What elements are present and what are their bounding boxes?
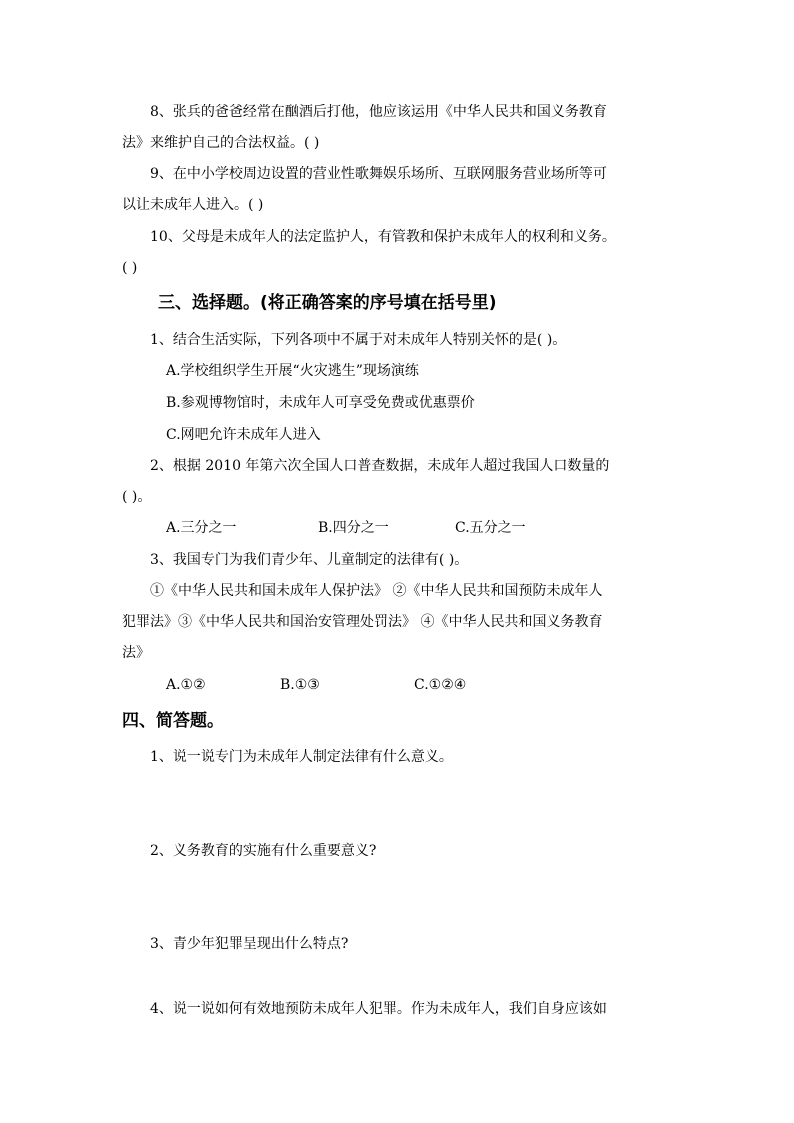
q8-line1: 8、张兵的爸爸经常在酗酒后打他，他应该运用《中华人民共和国义务教育	[150, 104, 607, 120]
q9-line2: 以让未成年人进入。( )	[122, 197, 264, 213]
choice-q3-option-b: B.①③	[280, 677, 320, 693]
q8-line2: 法》来维护自己的合法权益。( )	[122, 135, 320, 151]
choice-q3-laws-line2: 犯罪法》③《中华人民共和国治安管理处罚法》 ④《中华人民共和国义务教育	[122, 614, 603, 630]
choice-q3-option-c: C.①②④	[414, 677, 467, 693]
short-answer-q2: 2、义务教育的实施有什么重要意义?	[150, 843, 377, 859]
choice-q2-option-b: B.四分之一	[318, 520, 389, 536]
short-answer-q4: 4、说一说如何有效地预防未成年人犯罪。作为未成年人，我们自身应该如	[150, 1001, 607, 1017]
choice-q2-stem-line2: ( )。	[122, 489, 152, 505]
choice-q1-option-a: A.学校组织学生开展“火灾逃生”现场演练	[166, 363, 419, 379]
choice-q1-option-b: B.参观博物馆时，未成年人可享受免费或优惠票价	[166, 395, 475, 411]
choice-q3-stem: 3、我国专门为我们青少年、儿童制定的法律有( )。	[150, 552, 469, 568]
choice-q2-stem-line1: 2、根据 2010 年第六次全国人口普查数据，未成年人超过我国人口数量的	[150, 458, 610, 474]
choice-q1-option-c: C.网吧允许未成年人进入	[166, 427, 321, 443]
short-answer-q3: 3、青少年犯罪呈现出什么特点?	[150, 936, 349, 952]
short-answer-q1: 1、说一说专门为未成年人制定法律有什么意义。	[150, 749, 453, 765]
q10-line1: 10、父母是未成年人的法定监护人，有管教和保护未成年人的权利和义务。	[150, 229, 616, 245]
section4-title: 四、简答题。	[122, 711, 224, 731]
q10-line2: ( )	[122, 260, 138, 276]
q9-line1: 9、在中小学校周边设置的营业性歌舞娱乐场所、互联网服务营业场所等可	[150, 166, 607, 182]
choice-q2-option-c: C.五分之一	[455, 520, 526, 536]
choice-q3-option-a: A.①②	[166, 677, 206, 693]
choice-q1-stem: 1、结合生活实际，下列各项中不属于对未成年人特别关怀的是( )。	[150, 332, 567, 348]
choice-q3-laws-line1: ①《中华人民共和国未成年人保护法》 ②《中华人民共和国预防未成年人	[150, 583, 603, 599]
section3-title: 三、选择题。(将正确答案的序号填在括号里)	[158, 293, 497, 313]
choice-q2-option-a: A.三分之一	[166, 520, 237, 536]
choice-q3-laws-line3: 法》	[122, 645, 150, 661]
